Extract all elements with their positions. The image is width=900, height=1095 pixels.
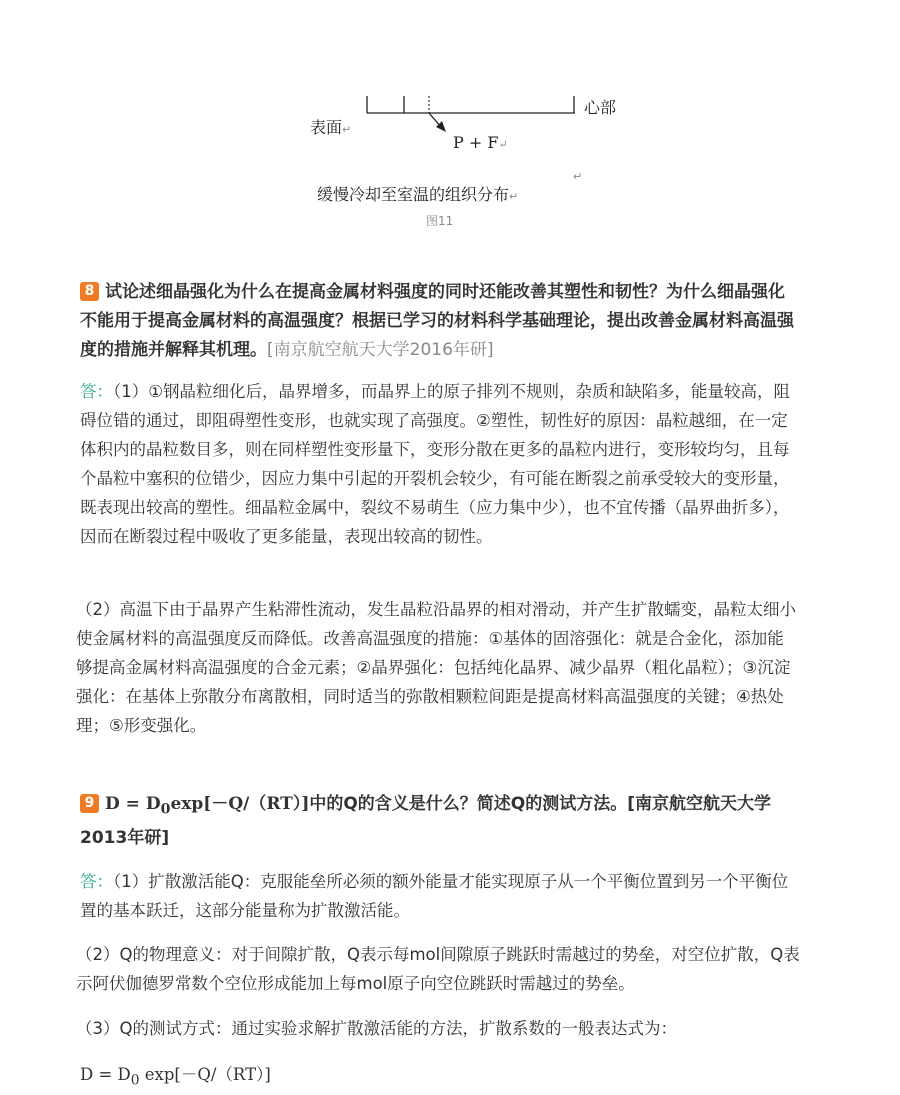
diffusion-equation: $D = D_0$ exp[－Q/（RT）]	[80, 1065, 271, 1089]
question-9-source: [南京航空航天大学2013年研]	[80, 794, 772, 849]
answer-label: 答：	[80, 872, 113, 891]
answer-9-part-3: （3）Q的测试方式：通过实验求解扩散激活能的方法，扩散系数的一般表达式为：	[76, 1019, 677, 1038]
figure-caption: 图11	[426, 214, 454, 228]
figure-11	[0, 0, 900, 240]
question-8	[80, 278, 800, 365]
question-9-text: 中的Q的含义是什么？简述Q的测试方法。	[309, 794, 628, 814]
core-label: 心部	[584, 98, 617, 117]
figure-caption-cn: 缓慢冷却至室温的组织分布↵	[317, 185, 519, 204]
question-9-formula: $D = D_0\exp[-Q/(RT)]$	[105, 794, 310, 818]
question-number-badge: 9	[80, 794, 99, 813]
answer-9-part-1: 答：（1）扩散激活能Q：克服能垒所必须的额外能量才能实现原子从一个平衡位置到另一个平衡位置的基本跃迁，这部分能量称为扩散激活能。	[80, 872, 789, 920]
question-9	[80, 790, 800, 853]
question-number-badge: 8	[80, 282, 99, 301]
return-mark: ↵	[573, 170, 583, 183]
answer-label: 答：	[80, 382, 113, 401]
question-8-text: 试论述细晶强化为什么在提高金属材料强度的同时还能改善其塑性和韧性？为什么细晶强化不能用于提高金属材料的高温强度？根据已学习的材料科学基础理论，提出改善金属材料高温强度的措施并解释其机理。	[80, 282, 794, 360]
question-8-source: [南京航空航天大学2016年研]	[267, 340, 494, 360]
phase-label: P + F↵	[453, 133, 508, 152]
answer-8-part-2: （2）高温下由于晶界产生粘滞性流动，发生晶粒沿晶界的相对滑动，并产生扩散蠕变，晶粒太细小使金属材料的高温强度反而降低。改善高温强度的措施：①基体的固溶强化：就是合金化，添加能够提高金属材料高温强度的合金元素；②晶界强化：包括纯化晶界、减少晶界（粗化晶粒）；③沉淀强化：在基体上弥散分布离散相，同时适当的弥散相颗粒间距是提高材料高温强度的关键；④热处理；⑤形变强化。	[76, 600, 796, 735]
answer-9-part-2: （2）Q的物理意义：对于间隙扩散，Q表示每mol间隙原子跳跃时需越过的势垒，对空位扩散，Q表示阿伏伽德罗常数个空位形成能加上每mol原子向空位跳跃时需越过的势垒。	[76, 945, 800, 993]
surface-label: 表面↵	[310, 118, 352, 137]
answer-8-part-1: 答：（1）①钢晶粒细化后，晶界增多，而晶界上的原子排列不规则，杂质和缺陷多，能量较高，阻碍位错的通过，即阻碍塑性变形，也就实现了高强度。②塑性，韧性好的原因：晶粒越细，在一定体积内的晶粒数目多，则在同样塑性变形量下，变形分散在更多的晶粒内进行，变形较均匀，且每个晶粒中塞积的位错少，因应力集中引起的开裂机会较少，有可能在断裂之前承受较大的变形量，既表现出较高的塑性。细晶粒金属中，裂纹不易萌生（应力集中少），也不宜传播（晶界曲折多），因而在断裂过程中吸收了更多能量，表现出较高的韧性。	[80, 382, 791, 546]
